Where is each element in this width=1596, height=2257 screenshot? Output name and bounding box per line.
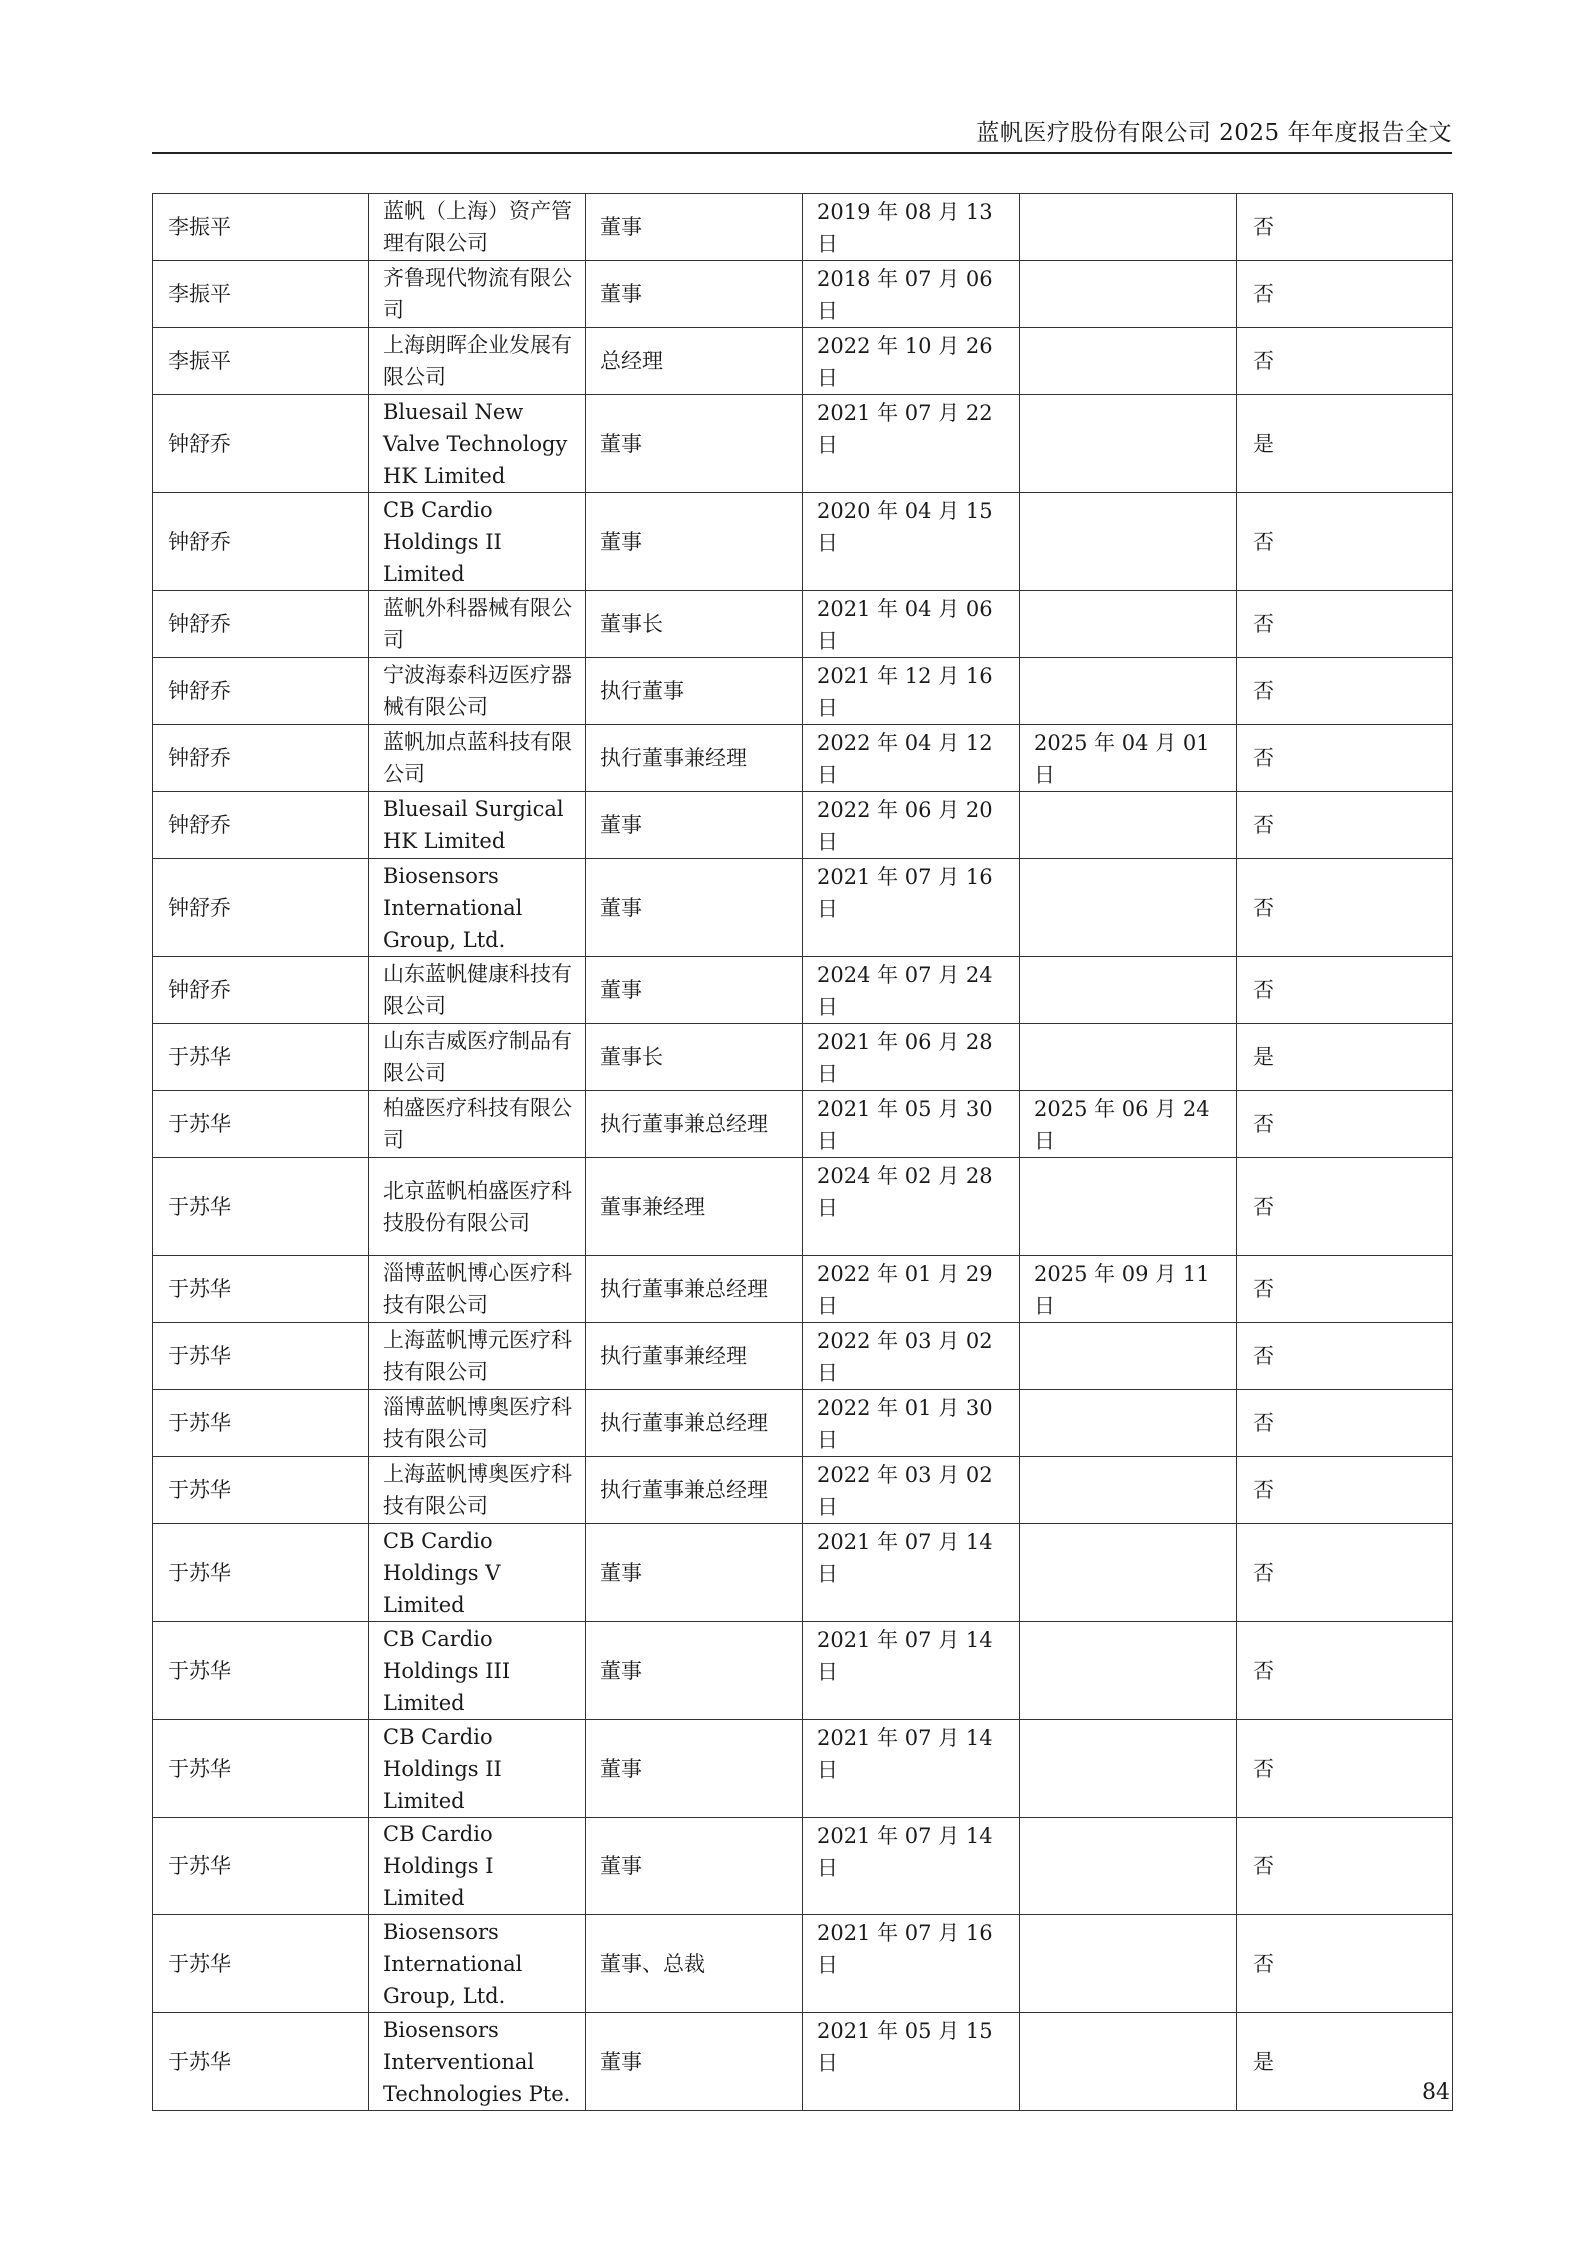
table-row: [153, 1622, 1453, 1720]
table-row: [153, 493, 1453, 591]
table-row: [153, 194, 1453, 261]
paid-flag-cell: 否: [1237, 1323, 1453, 1390]
table-row: [153, 591, 1453, 658]
position-cell: 执行董事兼总经理: [586, 1091, 803, 1158]
end-date-cell: [1020, 1390, 1237, 1457]
person-name-cell: 李振平: [153, 328, 369, 395]
position-cell: 执行董事: [586, 658, 803, 725]
end-date-cell: 2025 年 04 月 01 日: [1020, 725, 1237, 792]
end-date-cell: 2025 年 06 月 24 日: [1020, 1091, 1237, 1158]
person-name-cell: 于苏华: [153, 1390, 369, 1457]
start-date-cell: 2024 年 02 月 28 日: [803, 1158, 1020, 1256]
table-row: [153, 1323, 1453, 1390]
person-name-cell: 于苏华: [153, 1818, 369, 1915]
person-name-cell: 钟舒乔: [153, 859, 369, 957]
company-cell: 蓝帆加点蓝科技有限公司: [369, 725, 586, 792]
person-name-cell: 钟舒乔: [153, 658, 369, 725]
end-date-cell: [1020, 859, 1237, 957]
person-name-cell: 于苏华: [153, 1024, 369, 1091]
paid-flag-cell: 是: [1237, 2013, 1453, 2111]
start-date-cell: 2021 年 07 月 22 日: [803, 395, 1020, 493]
company-cell: CB Cardio Holdings II Limited: [369, 1720, 586, 1818]
end-date-cell: [1020, 792, 1237, 859]
company-cell: CB Cardio Holdings II Limited: [369, 493, 586, 591]
paid-flag-cell: 否: [1237, 658, 1453, 725]
end-date-cell: [1020, 328, 1237, 395]
end-date-cell: [1020, 194, 1237, 261]
end-date-cell: [1020, 493, 1237, 591]
end-date-cell: 2025 年 09 月 11 日: [1020, 1256, 1237, 1323]
start-date-cell: 2022 年 01 月 29 日: [803, 1256, 1020, 1323]
end-date-cell: [1020, 1818, 1237, 1915]
table-row: [153, 1457, 1453, 1524]
start-date-cell: 2021 年 05 月 30 日: [803, 1091, 1020, 1158]
table-row: [153, 1915, 1453, 2013]
paid-flag-cell: 否: [1237, 957, 1453, 1024]
company-cell: Biosensors International Group, Ltd.: [369, 859, 586, 957]
start-date-cell: 2021 年 07 月 16 日: [803, 859, 1020, 957]
paid-flag-cell: 否: [1237, 1915, 1453, 2013]
table-row: [153, 328, 1453, 395]
start-date-cell: 2022 年 06 月 20 日: [803, 792, 1020, 859]
start-date-cell: 2019 年 08 月 13 日: [803, 194, 1020, 261]
end-date-cell: [1020, 591, 1237, 658]
paid-flag-cell: 否: [1237, 725, 1453, 792]
paid-flag-cell: 否: [1237, 859, 1453, 957]
paid-flag-cell: 否: [1237, 328, 1453, 395]
paid-flag-cell: 否: [1237, 1720, 1453, 1818]
company-cell: 柏盛医疗科技有限公司: [369, 1091, 586, 1158]
start-date-cell: 2022 年 03 月 02 日: [803, 1457, 1020, 1524]
paid-flag-cell: 否: [1237, 1158, 1453, 1256]
paid-flag-cell: 是: [1237, 395, 1453, 493]
position-cell: 董事、总裁: [586, 1915, 803, 2013]
company-cell: 宁波海泰科迈医疗器械有限公司: [369, 658, 586, 725]
company-cell: 齐鲁现代物流有限公司: [369, 261, 586, 328]
start-date-cell: 2021 年 12 月 16 日: [803, 658, 1020, 725]
start-date-cell: 2021 年 05 月 15 日: [803, 2013, 1020, 2111]
person-name-cell: 于苏华: [153, 2013, 369, 2111]
table-row: [153, 1524, 1453, 1622]
positions-table-body: [153, 194, 1453, 2111]
start-date-cell: 2021 年 07 月 14 日: [803, 1818, 1020, 1915]
paid-flag-cell: 是: [1237, 1024, 1453, 1091]
position-cell: 董事长: [586, 591, 803, 658]
end-date-cell: [1020, 1915, 1237, 2013]
person-name-cell: 钟舒乔: [153, 792, 369, 859]
end-date-cell: [1020, 395, 1237, 493]
page-number: 84: [1422, 2080, 1450, 2105]
end-date-cell: [1020, 1323, 1237, 1390]
header-divider: [152, 152, 1452, 154]
end-date-cell: [1020, 1720, 1237, 1818]
table-row: [153, 658, 1453, 725]
end-date-cell: [1020, 2013, 1237, 2111]
start-date-cell: 2024 年 07 月 24 日: [803, 957, 1020, 1024]
start-date-cell: 2021 年 07 月 14 日: [803, 1622, 1020, 1720]
position-cell: 董事: [586, 859, 803, 957]
person-name-cell: 钟舒乔: [153, 591, 369, 658]
company-cell: 上海蓝帆博元医疗科技有限公司: [369, 1323, 586, 1390]
person-name-cell: 于苏华: [153, 1524, 369, 1622]
table-row: [153, 2013, 1453, 2111]
start-date-cell: 2022 年 04 月 12 日: [803, 725, 1020, 792]
paid-flag-cell: 否: [1237, 261, 1453, 328]
person-name-cell: 于苏华: [153, 1158, 369, 1256]
table-row: [153, 1390, 1453, 1457]
company-cell: 山东吉威医疗制品有限公司: [369, 1024, 586, 1091]
end-date-cell: [1020, 1024, 1237, 1091]
end-date-cell: [1020, 261, 1237, 328]
table-row: [153, 792, 1453, 859]
start-date-cell: 2018 年 07 月 06 日: [803, 261, 1020, 328]
person-name-cell: 钟舒乔: [153, 395, 369, 493]
position-cell: 董事: [586, 792, 803, 859]
paid-flag-cell: 否: [1237, 194, 1453, 261]
position-cell: 董事: [586, 957, 803, 1024]
person-name-cell: 钟舒乔: [153, 957, 369, 1024]
end-date-cell: [1020, 957, 1237, 1024]
company-cell: Biosensors International Group, Ltd.: [369, 1915, 586, 2013]
person-name-cell: 于苏华: [153, 1915, 369, 2013]
table-row: [153, 261, 1453, 328]
end-date-cell: [1020, 1622, 1237, 1720]
company-cell: 淄博蓝帆博心医疗科技有限公司: [369, 1256, 586, 1323]
position-cell: 董事: [586, 2013, 803, 2111]
end-date-cell: [1020, 1524, 1237, 1622]
person-name-cell: 李振平: [153, 194, 369, 261]
end-date-cell: [1020, 1457, 1237, 1524]
paid-flag-cell: 否: [1237, 1091, 1453, 1158]
person-name-cell: 李振平: [153, 261, 369, 328]
paid-flag-cell: 否: [1237, 1622, 1453, 1720]
paid-flag-cell: 否: [1237, 1524, 1453, 1622]
person-name-cell: 于苏华: [153, 1457, 369, 1524]
company-cell: 北京蓝帆柏盛医疗科技股份有限公司: [369, 1158, 586, 1256]
start-date-cell: 2021 年 07 月 16 日: [803, 1915, 1020, 2013]
company-cell: Bluesail New Valve Technology HK Limited: [369, 395, 586, 493]
start-date-cell: 2021 年 07 月 14 日: [803, 1720, 1020, 1818]
paid-flag-cell: 否: [1237, 1457, 1453, 1524]
company-cell: 蓝帆（上海）资产管理有限公司: [369, 194, 586, 261]
position-cell: 董事长: [586, 1024, 803, 1091]
company-cell: 淄博蓝帆博奥医疗科技有限公司: [369, 1390, 586, 1457]
position-cell: 执行董事兼总经理: [586, 1256, 803, 1323]
table-row: [153, 957, 1453, 1024]
position-cell: 董事: [586, 395, 803, 493]
table-row: [153, 1091, 1453, 1158]
position-cell: 董事: [586, 1622, 803, 1720]
table-row: [153, 1024, 1453, 1091]
person-name-cell: 钟舒乔: [153, 725, 369, 792]
position-cell: 总经理: [586, 328, 803, 395]
company-cell: Bluesail Surgical HK Limited: [369, 792, 586, 859]
company-cell: 蓝帆外科器械有限公司: [369, 591, 586, 658]
person-name-cell: 于苏华: [153, 1720, 369, 1818]
start-date-cell: 2020 年 04 月 15 日: [803, 493, 1020, 591]
position-cell: 执行董事兼总经理: [586, 1390, 803, 1457]
position-cell: 董事: [586, 1720, 803, 1818]
start-date-cell: 2021 年 06 月 28 日: [803, 1024, 1020, 1091]
person-name-cell: 于苏华: [153, 1323, 369, 1390]
paid-flag-cell: 否: [1237, 1390, 1453, 1457]
company-cell: 上海朗晖企业发展有限公司: [369, 328, 586, 395]
company-cell: CB Cardio Holdings I Limited: [369, 1818, 586, 1915]
paid-flag-cell: 否: [1237, 1256, 1453, 1323]
start-date-cell: 2022 年 03 月 02 日: [803, 1323, 1020, 1390]
person-name-cell: 于苏华: [153, 1256, 369, 1323]
company-cell: 山东蓝帆健康科技有限公司: [369, 957, 586, 1024]
start-date-cell: 2022 年 01 月 30 日: [803, 1390, 1020, 1457]
position-cell: 执行董事兼经理: [586, 725, 803, 792]
company-cell: CB Cardio Holdings V Limited: [369, 1524, 586, 1622]
end-date-cell: [1020, 658, 1237, 725]
start-date-cell: 2021 年 04 月 06 日: [803, 591, 1020, 658]
table-row: [153, 859, 1453, 957]
company-cell: CB Cardio Holdings III Limited: [369, 1622, 586, 1720]
table-row: [153, 1158, 1453, 1256]
report-header-title: 蓝帆医疗股份有限公司 2025 年年度报告全文: [976, 120, 1452, 146]
position-cell: 董事兼经理: [586, 1158, 803, 1256]
table-row: [153, 725, 1453, 792]
table-row: [153, 1818, 1453, 1915]
end-date-cell: [1020, 1158, 1237, 1256]
person-name-cell: 钟舒乔: [153, 493, 369, 591]
position-cell: 董事: [586, 194, 803, 261]
position-cell: 董事: [586, 1818, 803, 1915]
person-name-cell: 于苏华: [153, 1622, 369, 1720]
positions-table: [152, 193, 1453, 2111]
paid-flag-cell: 否: [1237, 1818, 1453, 1915]
table-row: [153, 395, 1453, 493]
start-date-cell: 2022 年 10 月 26 日: [803, 328, 1020, 395]
paid-flag-cell: 否: [1237, 591, 1453, 658]
company-cell: Biosensors Interventional Technologies Pte.: [369, 2013, 586, 2111]
paid-flag-cell: 否: [1237, 493, 1453, 591]
table-row: [153, 1720, 1453, 1818]
company-cell: 上海蓝帆博奥医疗科技有限公司: [369, 1457, 586, 1524]
position-cell: 执行董事兼经理: [586, 1323, 803, 1390]
person-name-cell: 于苏华: [153, 1091, 369, 1158]
table-row: [153, 1256, 1453, 1323]
paid-flag-cell: 否: [1237, 792, 1453, 859]
position-cell: 董事: [586, 1524, 803, 1622]
start-date-cell: 2021 年 07 月 14 日: [803, 1524, 1020, 1622]
position-cell: 执行董事兼总经理: [586, 1457, 803, 1524]
position-cell: 董事: [586, 493, 803, 591]
position-cell: 董事: [586, 261, 803, 328]
